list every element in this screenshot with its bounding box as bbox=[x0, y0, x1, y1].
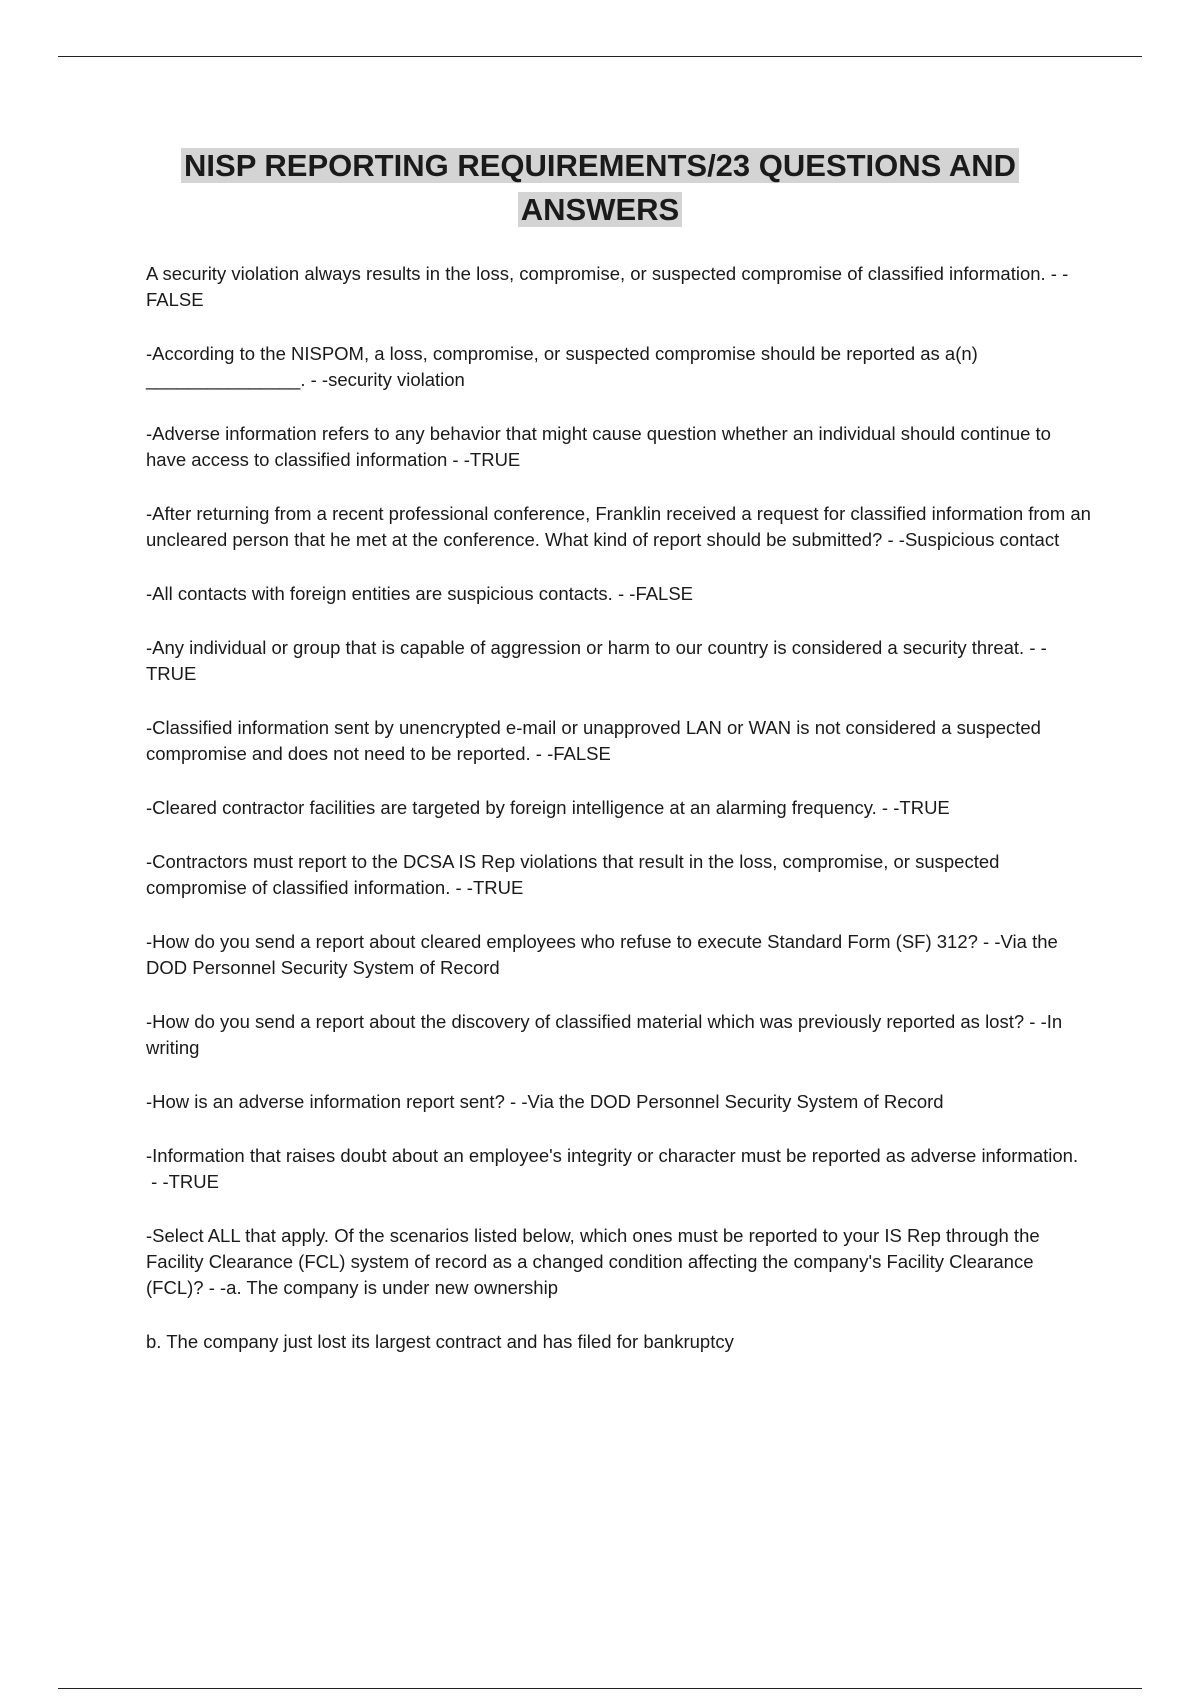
question-text: -Select ALL that apply. Of the scenarios listed below, which ones must be reported to your IS Rep through the Facility Clearance (FCL) system of record as a changed condition affecting the company's Facility Clearance (FCL)? bbox=[146, 1225, 1040, 1298]
qa-item bbox=[146, 341, 1091, 393]
qa-item bbox=[146, 421, 1091, 473]
qa-trailing-line bbox=[146, 1329, 1091, 1355]
qa-item bbox=[146, 795, 1091, 821]
answer-text: In writing bbox=[146, 1011, 1063, 1058]
answer-text: TRUE bbox=[472, 877, 524, 898]
answer-text: Suspicious contact bbox=[904, 529, 1060, 550]
qa-item bbox=[146, 715, 1091, 767]
answer-separator: - - bbox=[530, 743, 554, 764]
qa-item bbox=[146, 635, 1091, 687]
title-line-2: ANSWERS bbox=[518, 192, 682, 227]
answer-text: FALSE bbox=[146, 289, 204, 310]
qa-item bbox=[146, 1089, 1091, 1115]
answer-separator: - - bbox=[203, 1277, 227, 1298]
answer-text: TRUE bbox=[469, 449, 521, 470]
top-rule bbox=[58, 56, 1142, 57]
qa-item bbox=[146, 581, 1091, 607]
document-header bbox=[120, 144, 1080, 232]
answer-separator: - - bbox=[1024, 1011, 1047, 1032]
answer-text: FALSE bbox=[635, 583, 694, 604]
answer-separator: - - bbox=[876, 797, 900, 818]
question-text: -After returning from a recent professional conference, Franklin received a request for classified information from an uncleared person that he met at the conference. What kind of report should be submitted? bbox=[146, 503, 1091, 550]
qa-item bbox=[146, 849, 1091, 901]
answer-separator: - - bbox=[504, 1091, 528, 1112]
answer-separator: - - bbox=[146, 1171, 169, 1192]
qa-item bbox=[146, 261, 1091, 313]
title-line-1: NISP REPORTING REQUIREMENTS/23 QUESTIONS AND bbox=[181, 148, 1019, 183]
answer-text: Via the DOD Personnel Security System of Record bbox=[146, 931, 1058, 978]
question-text: -How do you send a report about cleared employees who refuse to execute Standard Form (SF) 312? bbox=[146, 931, 978, 952]
answer-text: TRUE bbox=[146, 663, 197, 684]
answer-separator: - - bbox=[305, 369, 329, 390]
document-title bbox=[120, 144, 1080, 232]
question-text: -Adverse information refers to any behavior that might cause question whether an individual should continue to have access to classified information bbox=[146, 423, 1051, 470]
question-text: A security violation always results in the loss, compromise, or suspected compromise of classified information. bbox=[146, 263, 1046, 284]
answer-separator: - - bbox=[450, 877, 473, 898]
qa-item bbox=[146, 929, 1091, 981]
question-text: -Contractors must report to the DCSA IS Rep violations that result in the loss, compromise, or suspected compromise of classified information. bbox=[146, 851, 1000, 898]
answer-text: Via the DOD Personnel Security System of Record bbox=[527, 1091, 944, 1112]
answer-separator: - - bbox=[447, 449, 470, 470]
qa-item bbox=[146, 501, 1091, 553]
question-text: -Cleared contractor facilities are targeted by foreign intelligence at an alarming frequency. bbox=[146, 797, 877, 818]
answer-text: security violation bbox=[328, 369, 465, 390]
question-text: -Information that raises doubt about an employee's integrity or character must be reported as adverse information. bbox=[146, 1145, 1079, 1166]
bottom-rule bbox=[58, 1688, 1142, 1689]
question-text: -Classified information sent by unencrypted e-mail or unapproved LAN or WAN is not considered a suspected compromise and does not need to be reported. bbox=[146, 717, 1041, 764]
answer-separator: - - bbox=[977, 931, 1001, 952]
answer-separator: - - bbox=[1024, 637, 1047, 658]
answer-separator: - - bbox=[612, 583, 636, 604]
question-text: -How do you send a report about the discovery of classified material which was previously reported as lost? bbox=[146, 1011, 1025, 1032]
answer-text: a. The company is under new ownership bbox=[226, 1277, 558, 1298]
answer-text: FALSE bbox=[553, 743, 611, 764]
question-text: -How is an adverse information report sent? bbox=[146, 1091, 505, 1112]
qa-item bbox=[146, 1143, 1091, 1195]
question-text: -All contacts with foreign entities are suspicious contacts. bbox=[146, 583, 613, 604]
qa-list bbox=[146, 261, 1091, 1383]
answer-separator: - - bbox=[1045, 263, 1069, 284]
answer-text: TRUE bbox=[899, 797, 950, 818]
question-text: -According to the NISPOM, a loss, compromise, or suspected compromise should be reported as a(n) _______________. bbox=[146, 343, 978, 390]
qa-item bbox=[146, 1223, 1091, 1301]
question-text: -Any individual or group that is capable of aggression or harm to our country is considered a security threat. bbox=[146, 637, 1025, 658]
qa-item bbox=[146, 1009, 1091, 1061]
answer-separator: - - bbox=[882, 529, 905, 550]
answer-text: TRUE bbox=[168, 1171, 219, 1192]
answer-continuation: b. The company just lost its largest contract and has filed for bankruptcy bbox=[146, 1331, 734, 1352]
